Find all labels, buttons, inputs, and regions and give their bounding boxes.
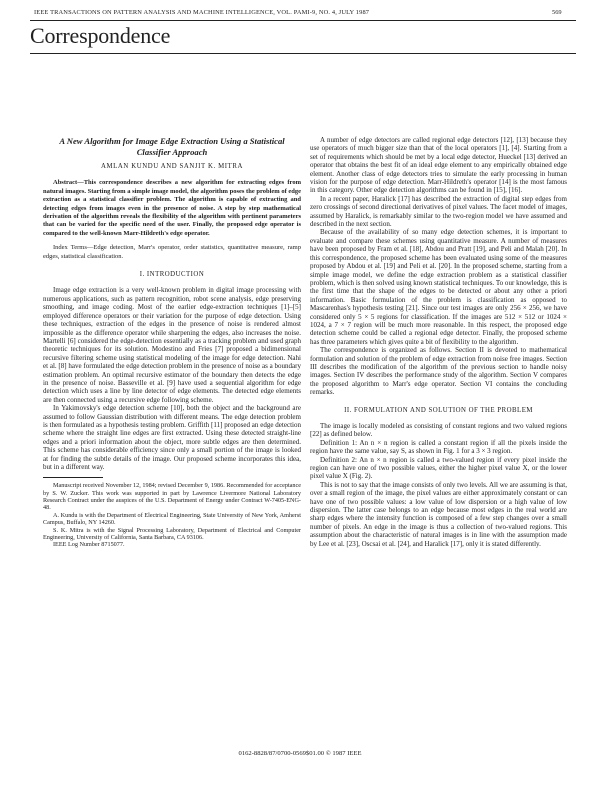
footnote-manuscript: Manuscript received November 12, 1984; revised December 9, 1986. Recommended for acceptance by S. W. Zucker. This work was supported in part by Lawrence Livermore National Laboratory Research Contract under the auspices of the U.S. Department of Energy under Contract W-7405-ENG-48. — [43, 482, 301, 512]
article-title: A New Algorithm for Image Edge Extraction Using a Statistical Classifier Approach — [59, 136, 285, 157]
section-heading: Correspondence — [30, 23, 171, 48]
intro-paragraph-2: In Yakimovsky's edge detection scheme [10], both the object and the background are assumed to follow Gaussian distribution with different means. The edge detection problem is then formulated as a hypothesis testing problem. Griffith [11] proposed an edge detection scheme where the straight line edges are first extracted. Using these detected straight-line edges and a priori information about the object, more subtle edges are then determined. This scheme has considerable efficiency since only a small portion of the image is looked at for finding the subtle details of the image. Our proposed scheme incorporates this idea, but in a different way. — [43, 404, 301, 471]
right-column — [310, 136, 567, 548]
footnote-ieee-log: IEEE Log Number 8715077. — [53, 541, 125, 549]
right-paragraph-5: The image is locally modeled as consisting of constant regions and two valued regions [22] as defined below. — [310, 422, 567, 439]
page-number: 569 — [552, 9, 562, 16]
footnote-kundu: A. Kundu is with the Department of Electrical Engineering, State University of New York, Amherst Campus, Buffalo, NY 14260. — [43, 511, 301, 527]
right-paragraph-1: A number of edge detectors are called regional edge detectors [12], [13] because they use operators of much bigger size than that of the local operators [1], [4]. Starting from a set of requirements which should be met by a local edge detector, Hueckel [13] derived an operator that obtains the best fit of an ideal edge element to any empirically obtained edge element. Another class of edge detectors tries to simulate the early processing in human vision for the purpose of edge detection. Marr-Hildreth's operator [14] is the most famous in this category. Other edge detection algorithms can be found in [15], [16]. — [310, 136, 567, 195]
section-1-heading: I. INTRODUCTION — [139, 271, 205, 279]
right-paragraph-3: Because of the availability of so many edge detection schemes, it is important to evaluate and compare these schemes using quantitative measure. A number of measures have been proposed by Fram et al. [18], Abdou and Pratt [19], and Peli and Malah [20]. In this correspondence, the proposed scheme has been evaluated using some of the measures proposed by Abdou et al. [19] and Peli et al. [20]. In the proposed scheme, starting from a simple image model, we define the edge extraction problem as a statistical classifier problem, which is then solved using known statistical techniques. To our knowledge, this is the first time that the shape of the edges to be detected or about any other a priori information. Basic formulation of the problem is classification as opposed to Mascarenhas's hypothesis testing [21]. Since our test images are only 256 × 256, we have considered only 5 × 5 regions for classification. If the images are 512 × 512 or 1024 × 1024, a 7 × 7 region will be much more reasonable. In this respect, the proposed edge detection scheme could be called a regional edge detector. Finally, the proposed scheme has three parameters which gives quite a bit of flexibility to the algorithm. — [310, 228, 567, 346]
definition-1: Definition 1: An n × n region is called a constant region if all the pixels inside the region have the same value, say S, as shown in Fig. 1 for a 3 × 3 region. — [310, 438, 567, 456]
copyright-line: 0162-8828/87/0700-0569$01.00 © 1987 IEEE — [238, 750, 362, 757]
intro-paragraph-1: Image edge extraction is a very well-known problem in digital image processing with numerous applications, such as pattern recognition, robot scene analysis, edge preserving smoothing, and image coding. Most of the earlier edge-extraction techniques [1]–[5] employed difference operators or their variation for the purpose of edge detection. Using these techniques, extraction of the edges in the presence of noise is rendered almost impossible as the difference operator while sharpening the edges, also increases the noise. Martelli [6] considered the edge-detection essentially as a tracking problem and used graph theoretic techniques for its solution. Modestino and Fries [7] proposed a bidimensional recursive filtering scheme using statistical modeling of the image for edge detection. Nahi et al. [8] have formulated the edge detection problem in the presence of noise as a boundary estimation problem. An optimal recursive estimator of the boundary then detects the edge in the presence of noise. Basseville et al. [9] have used a sequential algorithm for edge detection which uses a line by line detector of edge elements. The detected edge elements are then connected using a recursive edge following scheme. — [43, 286, 301, 404]
running-head: IEEE TRANSACTIONS ON PATTERN ANALYSIS AND MACHINE INTELLIGENCE, VOL. PAMI-9, NO. 4, JULY 1987 — [34, 9, 370, 16]
article-authors: AMLAN KUNDU AND SANJIT K. MITRA — [101, 163, 243, 170]
heading-rule — [30, 53, 576, 54]
right-paragraph-8: This is not to say that the image consists of only two levels. All we are assuming is that, over a small region of the image, the pixel values are either approximately constant or can have one of two possible values: a low value of low dispersion or a high value of low dispersion. The latter case belongs to an edge because most edges in the real world are sharp edges where the intensity function is composed of a few step changes over a small number of pixels. An edge in the image is thus a collection of two-valued regions. This assumption about the characteristic of natural images is in line with the assumption made by Lee et al. [23], Oscsai et al. [24], and Haralick [17], only it is stated differently. — [310, 480, 567, 548]
abstract: Abstract—This correspondence describes a new algorithm for extracting edges from natural images. Starting from a simple image model, the algorithm poses the problem of edge extraction as a statistical classifier problem. The algorithm is capable of extracting and detecting edges from images even in the presence of noise. A step by step mathematical derivation of the algorithm reveals the flexibility of the algorithm with pertinent parameters that can be varied for the specific need of the user. Finally, the proposed edge operator is compared to the well-known Marr-Hildreth's edge operator. — [43, 179, 301, 237]
index-terms: Index Terms—Edge detection, Marr's operator, order statistics, quantitative measure, ramp edges, statistical classification. — [43, 244, 301, 260]
header-rule — [30, 20, 576, 21]
section-2-heading: II. FORMULATION AND SOLUTION OF THE PROBLEM — [344, 406, 533, 414]
right-paragraph-2: In a recent paper, Haralick [17] has described the extraction of digital step edges from zero crossings of second directional derivatives of pixel values. The facet model of images, assumed by Haralick, is remarkably similar to the two-region model we have assumed and described in the next section. — [310, 194, 567, 229]
definition-2: Definition 2: An n × n region is called a two-valued region if every pixel inside the region can have one of two possible values, either the higher pixel value X, or the lower pixel value X (Fig. 2). — [310, 455, 567, 481]
footnote-mitra: S. K. Mitra is with the Signal Processing Laboratory, Department of Electrical and Computer Engineering, University of California, Santa Barbara, CA 93106. — [43, 526, 301, 542]
right-paragraph-4: The correspondence is organized as follows. Section II is devoted to mathematical formulation and solution of the problem of edge extraction from noise free images. Section III describes the modification of the algorithm of the previous section to handle noisy images. Section IV describes the performance study of the algorithm. Section V compares the proposed algorithm to Marr's edge operator. Section VI contains the concluding remarks. — [310, 346, 567, 397]
footnote-rule — [43, 477, 103, 478]
left-column — [43, 136, 301, 549]
